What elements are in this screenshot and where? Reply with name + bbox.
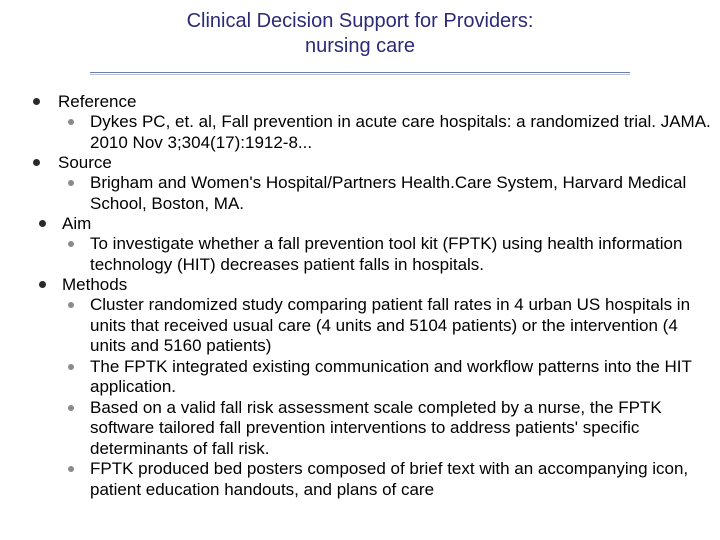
sub-bullet-text: Brigham and Women's Hospital/Partners Health.Care System, Harvard Medical School, Boston, MA. xyxy=(90,173,687,213)
bullet-label: Reference xyxy=(58,92,137,111)
sub-bullet xyxy=(0,459,720,500)
sub-bullet-text: Cluster randomized study comparing patient fall rates in 4 urban US hospitals in units that received usual care (4 units and 5104 patients) or the intervention (4 units and 5160 patients) xyxy=(90,295,691,355)
bullet-dot-icon xyxy=(33,98,40,105)
bullet-reference xyxy=(0,92,720,112)
sub-bullet-dot-icon xyxy=(68,302,74,308)
bullet-label: Aim xyxy=(62,214,92,233)
bullet-methods xyxy=(0,275,720,295)
sub-bullet-text: Dykes PC, et. al, Fall prevention in acute care hospitals: a randomized trial. JAMA. 2010 Nov 3;304(17):1912-8... xyxy=(90,112,711,152)
slide-title-line-2: nursing care xyxy=(304,35,416,57)
sub-bullet-text: FPTK produced bed posters composed of brief text with an accompanying icon, patient education handouts, and plans of care xyxy=(90,459,689,499)
sub-bullet-dot-icon xyxy=(68,119,74,125)
sub-bullet-dot-icon xyxy=(68,364,74,370)
sub-bullet xyxy=(0,173,720,214)
sub-bullet-text: Based on a valid fall risk assessment scale completed by a nurse, the FPTK software tailored fall prevention interventions to address patients' specific determinants of fall risk. xyxy=(90,397,662,458)
bullet-label: Source xyxy=(58,153,112,172)
sub-bullet-dot-icon xyxy=(68,405,74,411)
sub-bullet xyxy=(0,357,720,398)
slide-title xyxy=(0,9,720,59)
slide-title-line-1: Clinical Decision Support for Providers: xyxy=(186,10,534,32)
bullet-list xyxy=(0,92,720,500)
sub-bullet xyxy=(0,295,720,357)
sub-bullet xyxy=(0,112,720,153)
sub-bullet-text: The FPTK integrated existing communication and workflow patterns into the HIT application. xyxy=(90,356,692,396)
bullet-source xyxy=(0,153,720,173)
bullet-label: Methods xyxy=(62,275,128,294)
sub-bullet-dot-icon xyxy=(68,180,74,186)
bullet-dot-icon xyxy=(39,220,46,227)
title-divider xyxy=(90,72,630,75)
sub-bullet xyxy=(0,398,720,460)
sub-bullet-dot-icon xyxy=(68,241,74,247)
sub-bullet-dot-icon xyxy=(68,466,74,472)
bullet-dot-icon xyxy=(39,281,46,288)
sub-bullet-text: To investigate whether a fall prevention tool kit (FPTK) using health information technology (HIT) decreases patient falls in hospitals. xyxy=(90,234,683,274)
bullet-dot-icon xyxy=(33,159,40,166)
bullet-aim xyxy=(0,214,720,234)
sub-bullet xyxy=(0,234,720,275)
